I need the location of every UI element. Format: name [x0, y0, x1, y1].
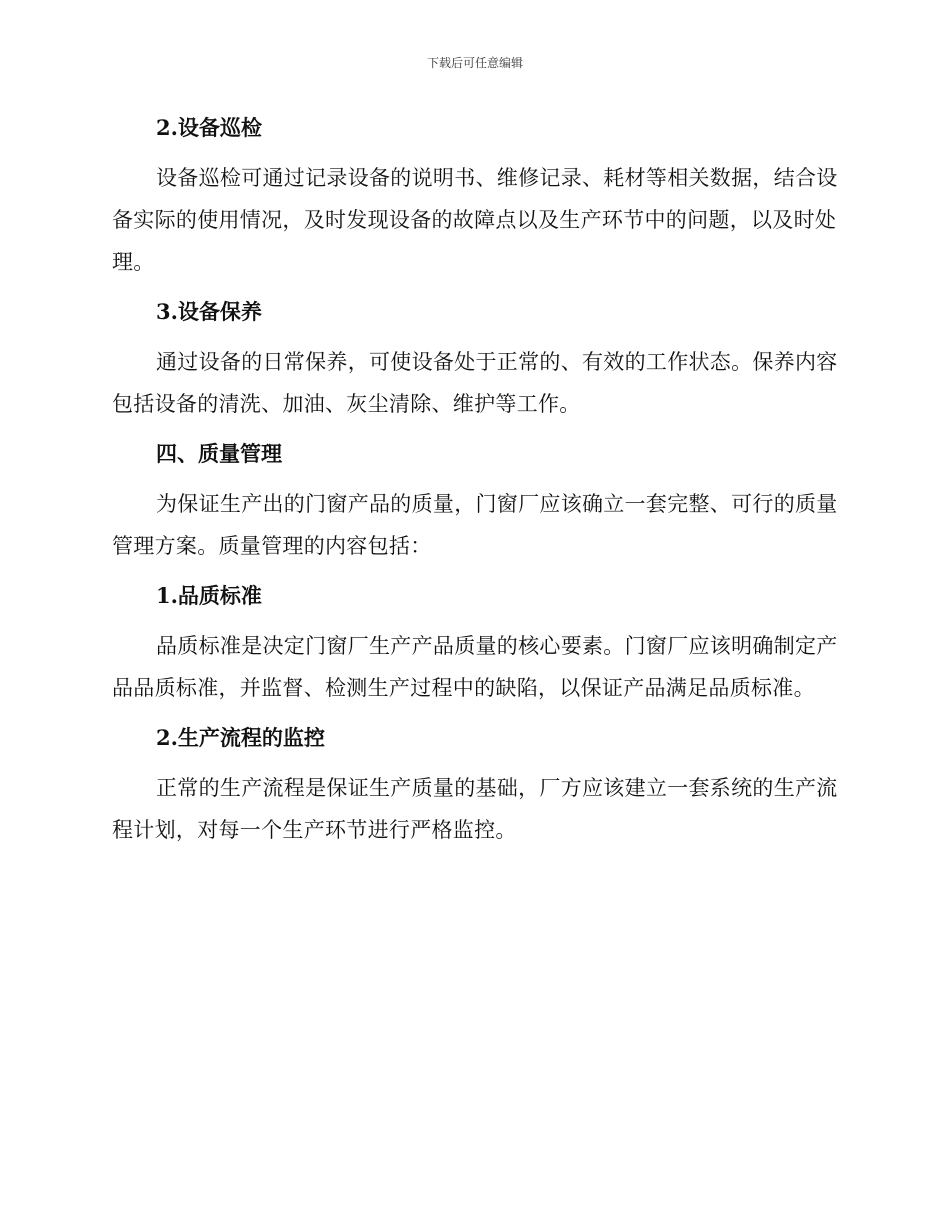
section-paragraph-process-monitoring: 正常的生产流程是保证生产质量的基础，厂方应该建立一套系统的生产流程计划，对每一个生产环节进行严格监控。: [112, 776, 838, 842]
section-paragraph-equipment-inspection: 设备巡检可通过记录设备的说明书、维修记录、耗材等相关数据，结合设备实际的使用情况，及时发现设备的故障点以及生产环节中的问题，以及时处理。: [112, 166, 838, 274]
section-paragraph-quality-standard: 品质标准是决定门窗厂生产产品质量的核心要素。门窗厂应该明确制定产品品质标准，并监督、检测生产过程中的缺陷，以保证产品满足品质标准。: [112, 634, 838, 700]
header-note: 下载后可任意编辑: [426, 56, 523, 70]
section-heading-equipment-maintenance: 3.设备保养: [156, 299, 262, 324]
document-body: [112, 108, 838, 860]
section-heading-equipment-inspection: 2.设备巡检: [156, 115, 262, 140]
section-paragraph-equipment-maintenance: 通过设备的日常保养，可使设备处于正常的、有效的工作状态。保养内容包括设备的清洗、加油、灰尘清除、维护等工作。: [112, 350, 838, 416]
section-paragraph-quality-management: 为保证生产出的门窗产品的质量，门窗厂应该确立一套完整、可行的质量管理方案。质量管理的内容包括：: [112, 492, 838, 558]
section-heading-quality-standard: 1.品质标准: [156, 583, 262, 608]
section-heading-quality-management: 四、质量管理: [156, 441, 282, 466]
section-heading-process-monitoring: 2.生产流程的监控: [156, 725, 325, 750]
